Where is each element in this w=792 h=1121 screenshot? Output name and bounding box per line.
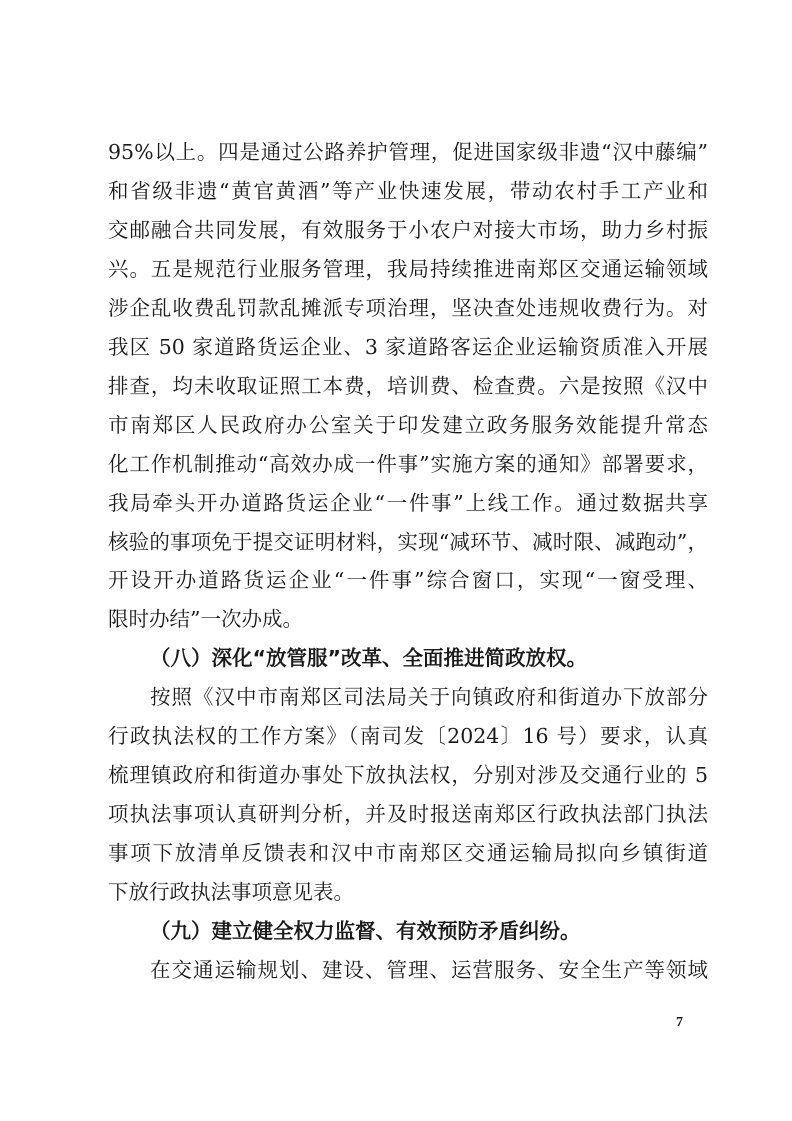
body-line-7: 排查，均未收取证照工本费，培训费、检查费。六是按照《汉中	[108, 374, 708, 398]
body-line-15: 按照《汉中市南郑区司法局关于向镇政府和街道办下放部分	[150, 685, 708, 709]
body-line-9: 化工作机制推动“高效办成一件事”实施方案的通知》部署要求，	[108, 452, 708, 476]
body-line-13: 限时办结”一次办成。	[108, 607, 303, 631]
body-line-22: 在交通运输规划、建设、管理、运营服务、安全生产等领域	[150, 958, 708, 982]
page-number: 7	[676, 1015, 683, 1030]
body-line-16: 行政执法权的工作方案》（南司发〔2024〕16 号）要求，认真	[108, 724, 708, 748]
body-line-10: 我局牵头开办道路货运企业“一件事”上线工作。通过数据共享	[108, 491, 708, 515]
body-line-19: 事项下放清单反馈表和汉中市南郑区交通运输局拟向乡镇街道	[108, 841, 708, 865]
body-line-8: 市南郑区人民政府办公室关于印发建立政务服务效能提升常态	[108, 413, 708, 437]
body-line-17: 梳理镇政府和街道办事处下放执法权，分别对涉及交通行业的 5	[108, 763, 708, 787]
body-line-6: 我区 50 家道路货运企业、3 家道路客运企业运输资质准入开展	[108, 335, 708, 359]
body-line-18: 项执法事项认真研判分析，并及时报送南郑区行政执法部门执法	[108, 802, 708, 826]
section-heading-9: （九）建立健全权力监督、有效预防矛盾纠纷。	[150, 919, 581, 943]
body-line-4: 兴。五是规范行业服务管理，我局持续推进南郑区交通运输领域	[108, 257, 708, 281]
body-line-5: 涉企乱收费乱罚款乱摊派专项治理，坚决查处违规收费行为。对	[108, 296, 708, 320]
body-line-20: 下放行政执法事项意见表。	[108, 880, 354, 904]
section-heading-8: （八）深化“放管服”改革、全面推进简政放权。	[150, 646, 587, 670]
body-line-11: 核验的事项免于提交证明材料，实现“减环节、减时限、减跑动”，	[108, 530, 708, 554]
body-line-1: 95%以上。四是通过公路养护管理，促进国家级非遗“汉中藤编”	[108, 140, 708, 164]
body-line-2: 和省级非遗“黄官黄酒”等产业快速发展，带动农村手工产业和	[108, 179, 708, 203]
body-line-12: 开设开办道路货运企业“一件事”综合窗口，实现“一窗受理、	[108, 568, 708, 592]
body-line-3: 交邮融合共同发展，有效服务于小农户对接大市场，助力乡村振	[108, 218, 708, 242]
